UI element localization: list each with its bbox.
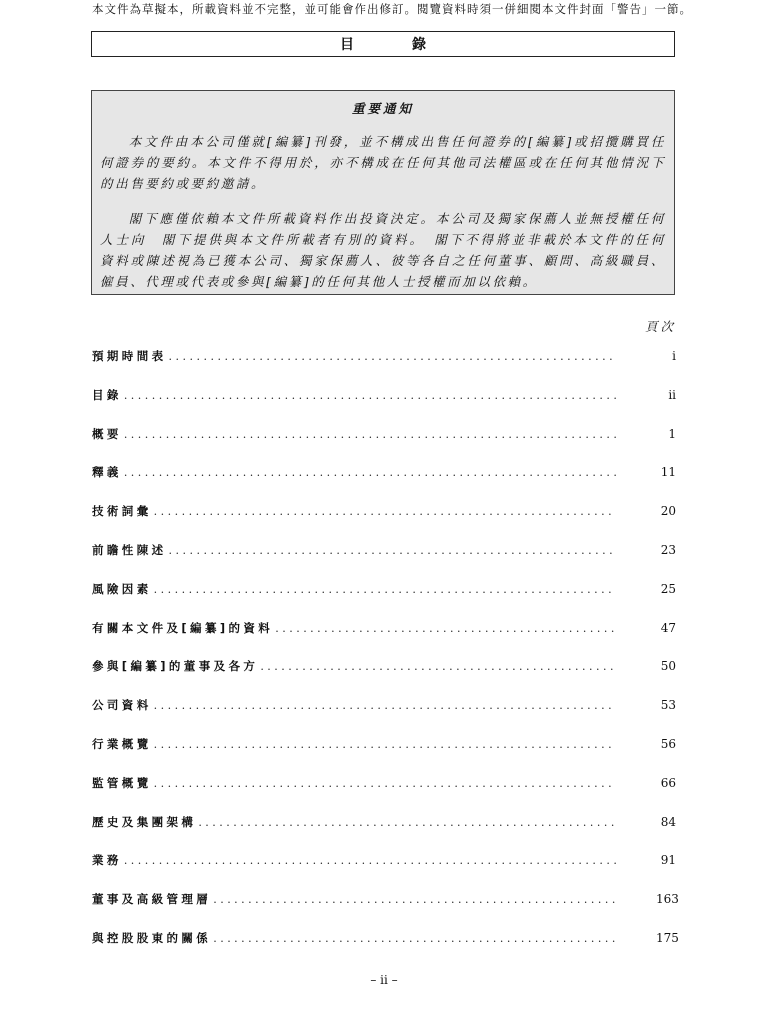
important-notice-heading: 重要通知 (351, 101, 414, 116)
toc-page-number: 20 (660, 504, 676, 519)
table-of-contents (92, 348, 679, 969)
toc-page-number: 11 (660, 465, 676, 480)
toc-page-number: 53 (660, 698, 676, 713)
important-notice-paragraph: 本文件由本公司僅就[編纂]刊發，並不構成出售任何證券的[編纂]或招攬購買任何證券的要約。本文件不得用於，亦不構成在任何其他司法權區或在任何其他情況下的出售要約或要約邀請。 (100, 134, 666, 191)
toc-label: 釋義 (92, 465, 122, 480)
toc-label: 參與[編纂]的董事及各方 (92, 659, 259, 674)
toc-leader-dots (154, 699, 616, 712)
toc-label: 歷史及集團架構 (92, 814, 197, 829)
toc-entry[interactable] (92, 852, 676, 891)
toc-page-number: 25 (660, 581, 676, 596)
toc-label: 預期時間表 (92, 349, 167, 363)
toc-entry[interactable] (92, 775, 676, 814)
toc-leader-dots (213, 893, 616, 906)
toc-page-number: 50 (660, 659, 676, 674)
toc-page-number: ii (668, 387, 676, 402)
toc-label: 董事及高級管理層 (92, 892, 212, 907)
toc-leader-dots (213, 932, 616, 945)
page-column-heading: 頁次 (644, 319, 676, 334)
toc-page-number: 23 (660, 542, 676, 557)
toc-page-number: 56 (660, 736, 676, 751)
page-number-footer: – ii – (370, 973, 398, 987)
toc-page-number: 1 (668, 426, 676, 441)
draft-notice: 本文件為草擬本，所載資料並不完整，並可能會作出修訂。閱覽資料時須一併細閱本文件封面「警告」一節。 (92, 2, 692, 16)
toc-label: 與控股股東的關係 (92, 930, 212, 945)
toc-entry[interactable] (92, 426, 676, 465)
toc-page-number: 84 (660, 814, 676, 829)
toc-leader-dots (124, 389, 616, 402)
important-notice-paragraph: 閣下應僅依賴本文件所載資料作出投資決定。本公司及獨家保薦人並無授權任何人士向 閣下提供與本文件所載者有別的資料。 閣下不得將並非載於本文件的任何資料或陳述視為已獲本公司、獨家保薦人、彼等各自之任何董事、顧問、高級職員、僱員、代理或代表或參與[編纂]的任何其他人士授權而加以依賴。 (100, 211, 666, 289)
toc-label: 前瞻性陳述 (92, 542, 167, 557)
important-notice-box (91, 90, 675, 295)
toc-label: 公司資料 (92, 698, 152, 713)
page-title: 目 錄 (340, 37, 448, 53)
toc-leader-dots (169, 544, 617, 557)
toc-leader-dots (154, 738, 616, 751)
toc-entry[interactable] (92, 814, 676, 853)
toc-leader-dots (154, 505, 616, 518)
toc-label: 概要 (92, 426, 122, 441)
toc-page-number: 175 (656, 930, 679, 945)
toc-label: 目錄 (92, 387, 122, 402)
contents-title-box (91, 31, 675, 57)
toc-entry[interactable] (92, 658, 676, 697)
toc-entry[interactable] (92, 542, 676, 581)
toc-entry[interactable] (92, 387, 676, 426)
toc-label: 技術詞彙 (92, 504, 152, 519)
toc-leader-dots (198, 816, 616, 829)
toc-entry[interactable] (92, 348, 676, 387)
toc-leader-dots (275, 622, 616, 635)
toc-leader-dots (154, 777, 616, 790)
toc-page-number: 91 (660, 853, 676, 868)
toc-label: 行業概覽 (92, 736, 152, 751)
toc-leader-dots (154, 583, 616, 596)
toc-page-number: 47 (660, 620, 676, 635)
toc-label: 業務 (92, 853, 122, 868)
toc-page-number: 163 (656, 892, 679, 907)
toc-entry[interactable] (92, 503, 676, 542)
toc-leader-dots (260, 660, 616, 673)
toc-label: 風險因素 (92, 581, 152, 596)
toc-entry[interactable] (92, 697, 676, 736)
toc-page-number: 66 (660, 775, 676, 790)
toc-entry[interactable] (92, 464, 676, 503)
toc-leader-dots (124, 466, 616, 479)
toc-entry[interactable] (92, 581, 676, 620)
toc-page-number: i (672, 349, 676, 363)
toc-label: 監管概覽 (92, 775, 152, 790)
toc-label: 有關本文件及[編纂]的資料 (92, 620, 274, 635)
toc-entry[interactable] (92, 736, 676, 775)
toc-leader-dots (124, 428, 616, 441)
toc-entry[interactable] (92, 620, 676, 659)
toc-leader-dots (169, 350, 617, 363)
toc-entry[interactable] (92, 891, 679, 930)
toc-leader-dots (124, 854, 616, 867)
toc-entry[interactable] (92, 930, 679, 969)
